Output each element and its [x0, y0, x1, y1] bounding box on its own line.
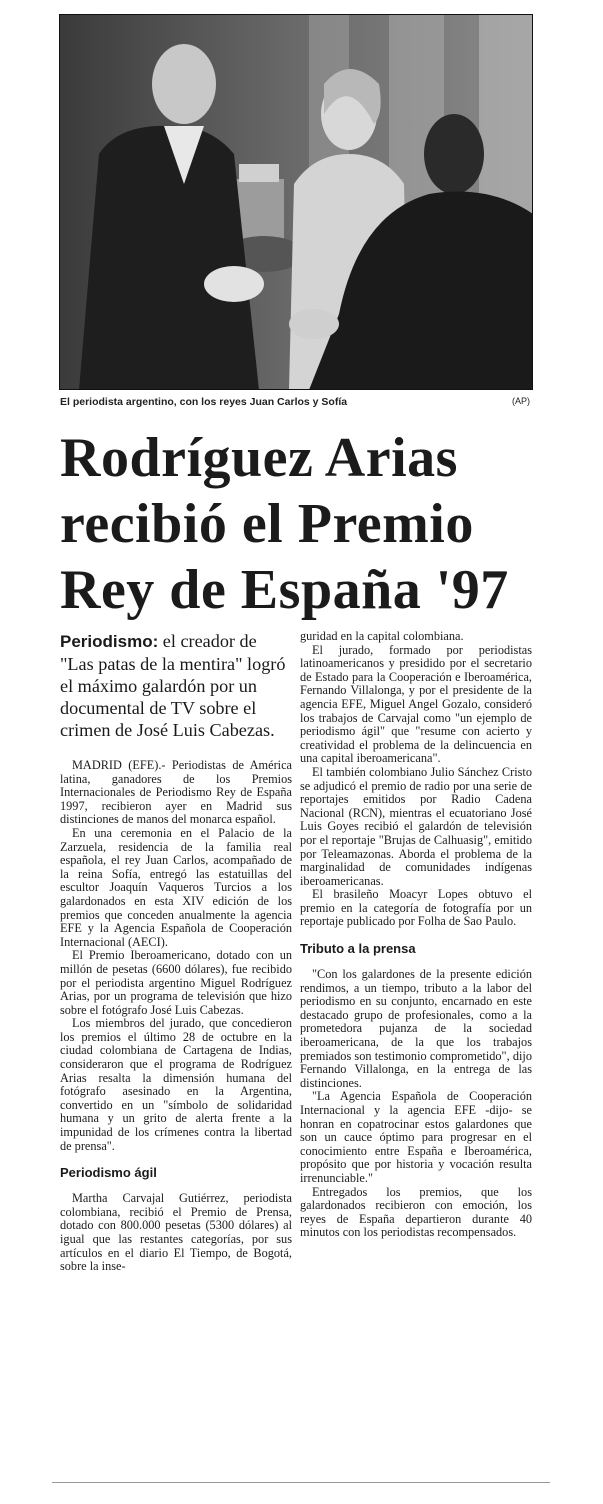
left-body: [60, 759, 292, 1153]
left-column: [60, 630, 292, 1274]
paragraph: El brasileño Moacyr Lopes obtuvo el premio en la categoría de fotografía por un reportaje publicado por Folha de Sao Paulo.: [300, 887, 532, 929]
right-body-2: [300, 968, 532, 1240]
news-photo-image: [59, 14, 533, 390]
paragraph: El Premio Iberoamericano, dotado con un millón de pesetas (6600 dólares), fue recibido por el periodista argentino Miguel Rodríguez Arias, por un programa de televisión que hizo sobre el fotógrafo José Luis Cabezas.: [60, 948, 292, 1017]
right-column: [300, 630, 532, 1240]
photo-credit: (AP): [512, 396, 530, 406]
news-photo: [59, 14, 533, 390]
paragraph: Entregados los premios, que los galardonados recibieron con emoción, los reyes de España departieron durante 40 minutos con los periodistas recompensados.: [300, 1184, 532, 1240]
subhead-tributo-prensa: Tributo a la prensa: [300, 941, 416, 957]
summary-text: el creador de "Las patas de la mentira" logró el máximo galardón por un documental de TV sobre el crimen de José Luis Cabezas.: [60, 631, 286, 740]
summary: [60, 630, 292, 741]
photo-caption: [60, 396, 530, 412]
paragraph: Los miembros del jurado, que concedieron los premios el último 28 de octubre en la ciudad colombiana de Cartagena de Indias, consideraron que el programa de Rodríguez Arias resalta la dimensión humana del fotógrafo asesinado en la Argentina, convertido en un "símbolo de solidaridad humana y un grito de alerta frente a la impunidad de los crímenes contra la libertad de prensa".: [60, 1016, 292, 1153]
paragraph: "Con los galardones de la presente edición rendimos, a un tiempo, tributo a la labor del periodismo en su conjunto, encarnado en este destacado grupo de profesionales, como a la prometedora pujanza de la sociedad iberoamericana, de la que los trabajos premiados son testimonio comprometido", dijo Fernando Villalonga, en la entrega de las distinciones.: [300, 967, 532, 1090]
caption-text: El periodista argentino, con los reyes Juan Carlos y Sofía: [60, 396, 348, 408]
bottom-rule: [52, 1482, 550, 1483]
headline: [60, 425, 540, 623]
paragraph: En una ceremonia en el Palacio de la Zarzuela, residencia de la familia real española, el rey Juan Carlos, acompañado de la reina Sofía, entregó las estatuillas del escultor Joaquín Vaqueros Turcios a los galardonados en esta XIV edición de los premios que conceden anualmente la agencia EFE y la Agencia Española de Cooperación Internacional (AECI).: [60, 825, 292, 949]
summary-kicker: Periodismo:: [60, 632, 159, 651]
paragraph: guridad en la capital colombiana.: [300, 629, 464, 643]
paragraph: MADRID (EFE).- Periodistas de América latina, ganadores de los Premios Internacionales de Periodismo Rey de España 1997, recibieron ayer en Madrid sus distinciones de manos del monarca español.: [60, 758, 292, 827]
headline-line-3: Rey de España '97: [60, 559, 509, 621]
paragraph: El jurado, formado por periodistas latinoamericanos y presidido por el secretario de Estado para la Cooperación e Iberoamérica, Fernando Villalonga, y por el presidente de la agencia EFE, Miguel Angel Gozalo, consideró los trabajos de Carvajal como "un ejemplo de periodismo ágil" que "resume con acierto y creatividad el problema de la delincuencia en una capital iberoamericana".: [300, 642, 532, 766]
headline-line-1: Rodríguez Arias: [60, 427, 458, 489]
headline-line-2: recibió el Premio: [60, 493, 474, 555]
paragraph: "La Agencia Española de Cooperación Internacional y la agencia EFE -dijo- se honran en copatrocinar estos galardones que son un cauce óptimo para progresar en el conocimiento entre España e Iberoamérica, propósito que por historia y vocación resulta irrenunciable.": [300, 1089, 532, 1185]
paragraph: El también colombiano Julio Sánchez Cristo se adjudicó el premio de radio por una serie de reportajes emitidos por Radio Cadena Nacional (RCN), mientras el ecuatoriano José Luis Goyes recibió el galardón de televisión por el reportaje "Brujas de Calhuasig", emitido por Teleamazonas. Aborda el problema de la marginalidad de comunidades indígenas iberoamericanas.: [300, 764, 532, 888]
right-body: [300, 630, 532, 929]
subhead-periodismo-agil: Periodismo ágil: [60, 1165, 157, 1181]
paragraph: Martha Carvajal Gutiérrez, periodista colombiana, recibió el Premio de Prensa, dotado con 800.000 pesetas (5300 dólares) al igual que las restantes categorías, por sus artículos en el diario El Tiempo, de Bogotá, sobre la inse-: [60, 1191, 292, 1274]
left-body-2: [60, 1192, 292, 1274]
